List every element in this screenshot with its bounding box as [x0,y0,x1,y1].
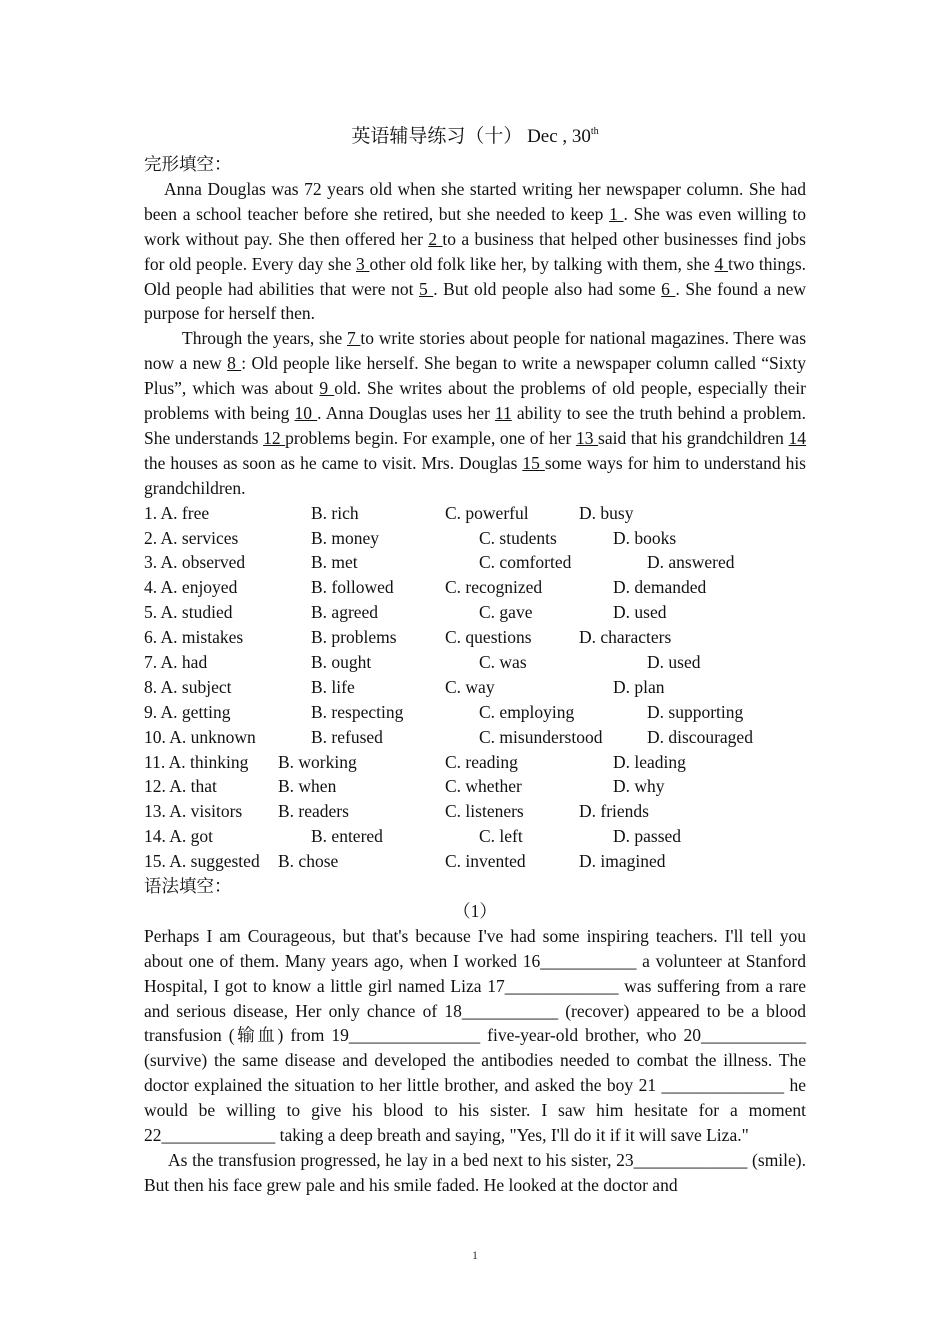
blank-1: 1 [609,203,624,224]
option-row: 11. A. thinking B. working C. reading D. leading [144,751,686,772]
blank-13: 13 [575,427,599,448]
page-title [144,122,806,152]
blank-5: 5 [418,278,434,299]
option-row: 14. A. got B. entered C. left D. passed [144,826,682,847]
option-row: 15. A. suggested B. chose C. invented D. imagined [144,851,666,872]
blank-4: 4 [714,253,728,274]
option-row: 12. A. that B. when C. whether D. why [144,776,665,797]
cloze-paragraph-1: Anna Douglas was 72 years old when she started writing her newspaper column. She had been a school teacher before she retired, but she needed to keep 1 . She was even willing to work without pay. She then offered her 2 to a business that helped other businesses find jobs for old people. Every day she 3 other old folk like her, by talking with them, she 4 two things. Old people had abilities that were not 5 . But old people also had some 6 . She found a new purpose for herself then. [144,178,807,324]
cloze-heading: 完形填空： [144,154,232,174]
title-text: 英语辅导练习（十） Dec , 30 [351,126,591,147]
blank-3: 3 [356,253,370,274]
option-row: 5. A. studied B. agreed C. gave D. used [144,602,667,623]
blank-2: 2 [428,228,443,249]
option-row: 3. A. observed B. met C. comforted D. answered [144,552,735,573]
option-row: 2. A. services B. money C. students D. books [144,527,677,548]
option-row: 7. A. had B. ought C. was D. used [144,652,701,673]
grammar-paragraph-1: Perhaps I am Courageous, but that's because I've had some inspiring teachers. I'll tell you about one of them. Many years ago, when I worked 16___________ a volunteer at Stanford Hospital, I got to know a little girl named Liza 17_____________ was suffering from a rare and serious disease, Her only chance of 18___________ (recover) appeared to be a blood transfusion (输血) from 19_______________ five-year-old brother, who 20____________ (survive) the same disease and developed the antibodies needed to combat the illness. The doctor explained the situation to her little brother, and asked the boy 21 ______________ he would be willing to give his blood to his sister. I saw him hesitate for a moment 22_____________ taking a deep breath and saying, "Yes, I'll do it if it will save Liza." [144,925,806,1146]
blank-8: 8 [227,353,242,374]
title-superscript: th [590,126,599,137]
option-row: 10. A. unknown B. refused C. misunderstood D. discouraged [144,726,753,747]
document-page [144,122,806,1198]
option-row: 4. A. enjoyed B. followed C. recognized D. demanded [144,577,707,598]
cloze-paragraph-2: Through the years, she 7 to write stories about people for national magazines. There was now a new 8 : Old people like herself. She began to write a newspaper column called “Sixty Plus”, which was about 9 old. She writes about the problems of old people, especially their problems with being 10 . Anna Douglas uses her 11 ability to see the truth behind a problem. She understands 12 problems begin. For example, one of her 13 said that his grandchildren 14 the houses as soon as he came to visit. Mrs. Douglas 15 some ways for him to understand his grandchildren. [144,328,807,498]
blank-14: 14 [788,427,806,448]
blank-9: 9 [319,378,335,399]
option-row: 8. A. subject B. life C. way D. plan [144,676,665,697]
option-row: 6. A. mistakes B. problems C. questions D. characters [144,627,672,648]
option-row: 1. A. free B. rich C. powerful D. busy [144,502,634,523]
options-list [144,501,806,874]
blank-12: 12 [263,427,286,448]
blank-15: 15 [522,452,545,473]
passage-number: （1） [453,900,497,921]
blank-11: 11 [494,403,512,424]
option-row: 9. A. getting B. respecting C. employing D. supporting [144,701,744,722]
blank-7: 7 [346,328,361,349]
blank-6: 6 [661,278,676,299]
option-row: 13. A. visitors B. readers C. listeners D. friends [144,801,649,822]
page-number: 1 [472,1248,478,1262]
blank-10: 10 [294,403,318,424]
grammar-paragraph-2: As the transfusion progressed, he lay in a bed next to his sister, 23_____________ (smile). But then his face grew pale and his smile faded. He looked at the doctor and [144,1150,806,1195]
grammar-heading: 语法填空： [144,876,232,897]
